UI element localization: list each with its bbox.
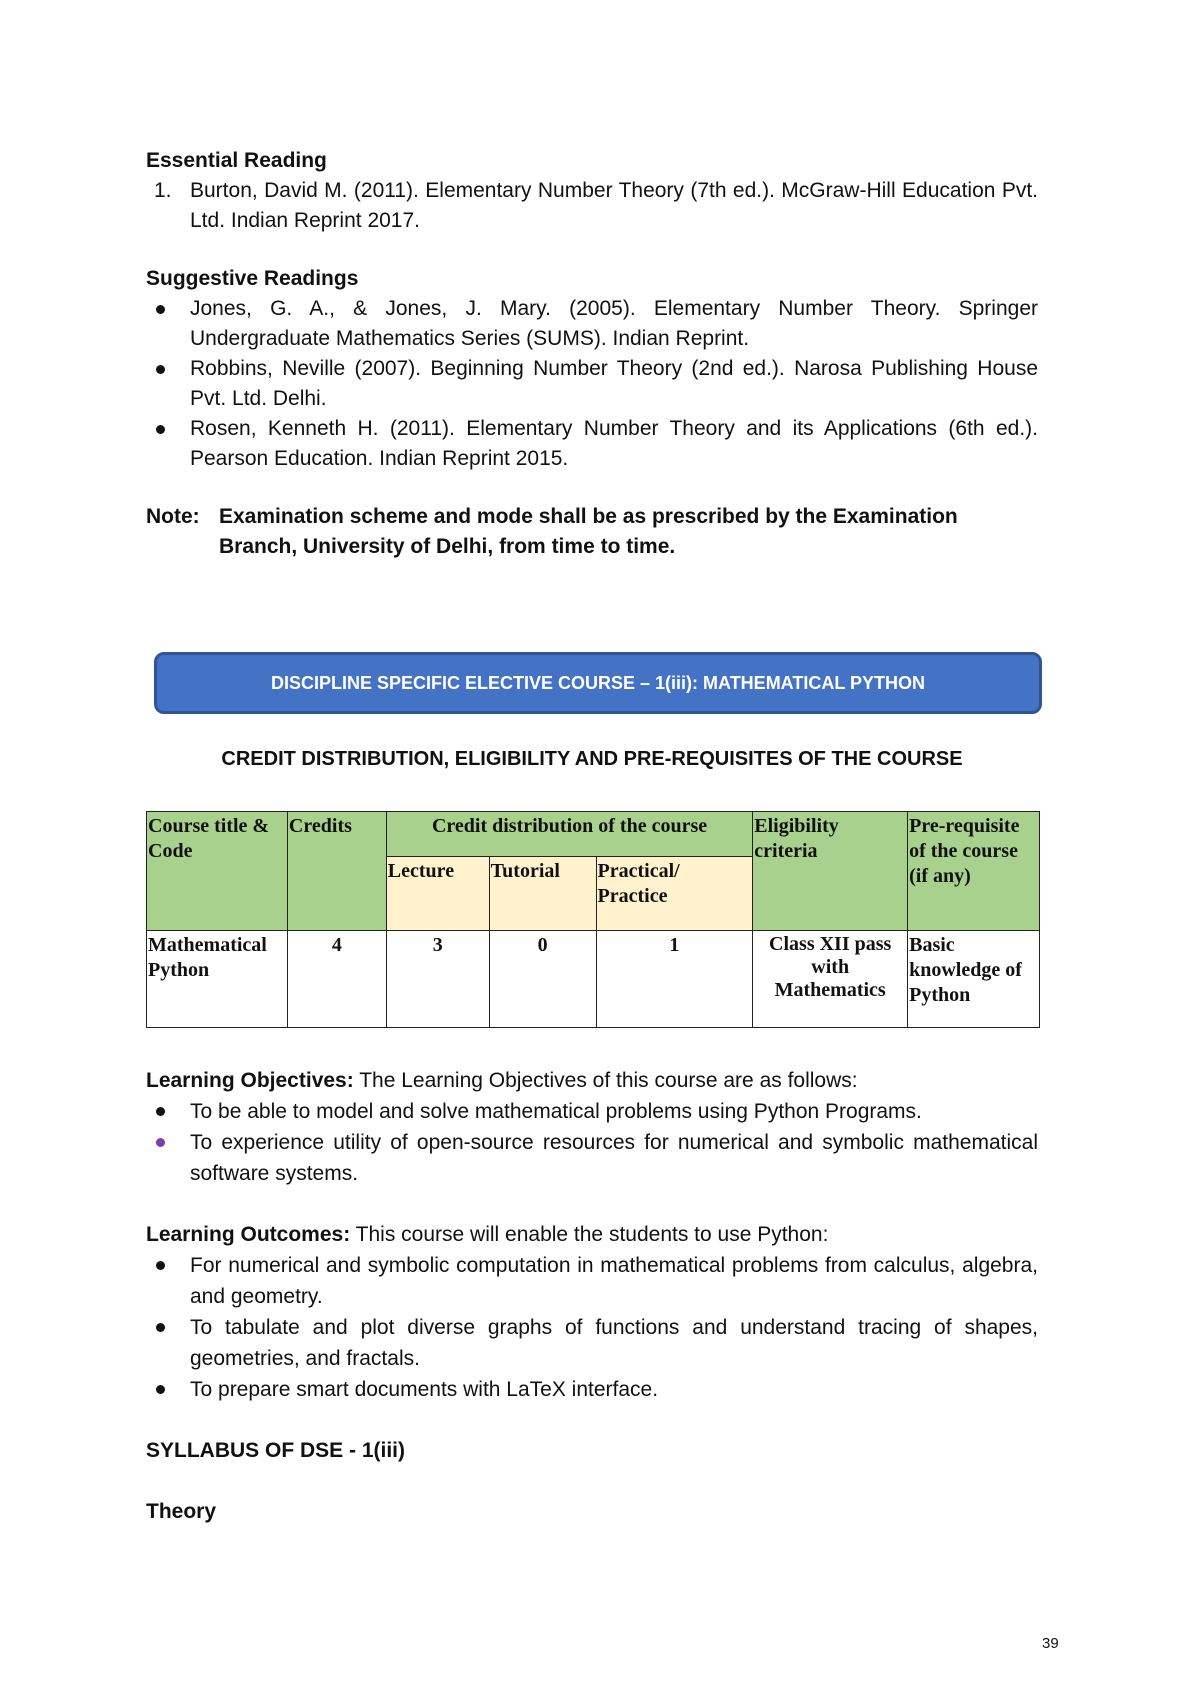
essential-reading-list [146,176,1038,236]
list-item [146,1127,1038,1189]
header-credits: Credits [287,812,386,931]
objectives-paragraph [146,1065,1038,1096]
cell-eligibility: Class XII pass with Mathematics [753,931,908,1028]
bullet-icon [156,365,165,374]
note-block [146,502,1038,562]
objectives-label: Learning Objectives: [146,1069,354,1092]
header-prerequisite: Pre-requisite of the course (if any) [908,812,1040,931]
note-label: Note: [146,505,200,528]
list-item [146,1374,1038,1405]
outcome-text: For numerical and symbolic computation in mathematical problems from calculus, algebra, and geometry. [190,1254,1038,1308]
course-banner: DISCIPLINE SPECIFIC ELECTIVE COURSE – 1(iii): MATHEMATICAL PYTHON [154,652,1042,714]
list-item [146,176,1038,236]
bullet-icon [156,305,165,314]
list-item [146,294,1038,354]
table-row [147,931,1040,1028]
list-item [146,1250,1038,1312]
outcomes-paragraph [146,1219,1038,1250]
table-header-row [147,812,1040,857]
list-item [146,1096,1038,1127]
objectives-intro: The Learning Objectives of this course are as follows: [353,1069,858,1092]
theory-heading: Theory [146,1500,217,1523]
cell-practical: 1 [596,931,753,1028]
reference-text: Jones, G. A., & Jones, J. Mary. (2005). Elementary Number Theory. Springer Undergraduate Mathematics Series (SUMS). Indian Reprint. [190,297,1038,350]
header-course-title: Course title & Code [147,812,288,931]
essential-reading-heading: Essential Reading [146,149,327,172]
cell-lecture: 3 [386,931,489,1028]
outcomes-list [146,1250,1038,1405]
syllabus-heading: SYLLABUS OF DSE - 1(iii) [146,1439,406,1462]
learning-section [146,1065,1038,1527]
objective-text: To experience utility of open-source resources for numerical and symbolic mathematical software systems. [190,1131,1038,1185]
header-practical: Practical/ Practice [596,857,753,931]
list-item [146,414,1038,474]
bullet-icon [156,1138,165,1147]
outcomes-intro: This course will enable the students to use Python: [350,1223,829,1246]
bullet-icon [156,1107,165,1116]
cell-tutorial: 0 [489,931,596,1028]
suggestive-readings-list [146,294,1038,474]
credit-distribution-table [146,811,1040,1028]
reference-text: Rosen, Kenneth H. (2011). Elementary Number Theory and its Applications (6th ed.). Pearson Education. Indian Reprint 2015. [190,417,1038,470]
list-number: 1. [154,179,172,202]
header-lecture: Lecture [386,857,489,931]
header-credit-distribution: Credit distribution of the course [386,812,752,857]
bullet-icon [156,1261,165,1270]
header-eligibility: Eligibility criteria [753,812,908,931]
outcome-text: To tabulate and plot diverse graphs of functions and understand tracing of shapes, geometries, and fractals. [190,1316,1038,1370]
bullet-icon [156,1323,165,1332]
header-tutorial: Tutorial [489,857,596,931]
reference-text: Burton, David M. (2011). Elementary Number Theory (7th ed.). McGraw-Hill Education Pvt. Ltd. Indian Reprint 2017. [190,179,1038,232]
readings-section [146,146,1038,562]
suggestive-readings-heading: Suggestive Readings [146,267,359,290]
list-item [146,1312,1038,1374]
outcome-text: To prepare smart documents with LaTeX interface. [190,1378,659,1401]
cell-prerequisite: Basic knowledge of Python [908,931,1040,1028]
bullet-icon [156,425,165,434]
list-item [146,354,1038,414]
outcomes-label: Learning Outcomes: [146,1223,351,1246]
cell-course-title: Mathematical Python [147,931,288,1028]
cell-credits: 4 [287,931,386,1028]
note-text: Examination scheme and mode shall be as prescribed by the Examination Branch, University of Delhi, from time to time. [219,505,958,558]
credit-distribution-title: CREDIT DISTRIBUTION, ELIGIBILITY AND PRE-REQUISITES OF THE COURSE [221,748,963,770]
objective-text: To be able to model and solve mathematical problems using Python Programs. [190,1100,922,1123]
objectives-list [146,1096,1038,1189]
page-number: 39 [1042,1635,1059,1652]
reference-text: Robbins, Neville (2007). Beginning Number Theory (2nd ed.). Narosa Publishing House Pvt. Ltd. Delhi. [190,357,1038,410]
bullet-icon [156,1385,165,1394]
